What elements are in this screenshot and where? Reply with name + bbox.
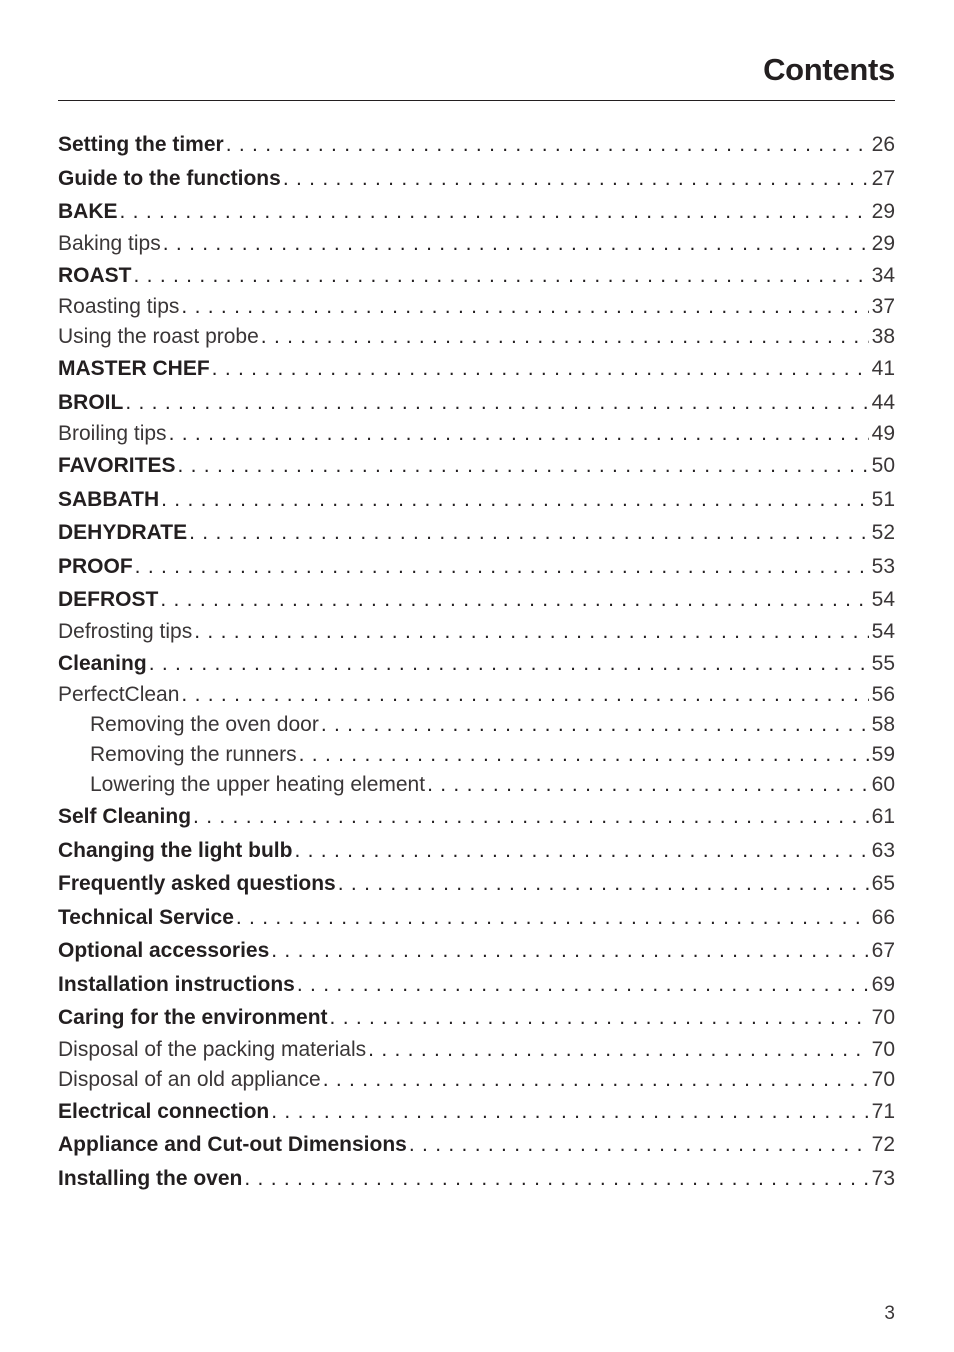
toc-entry[interactable]: [58, 322, 895, 352]
toc-entry[interactable]: [58, 901, 895, 935]
toc-entry-page: 70: [871, 1006, 895, 1029]
toc-entry-page: 29: [871, 231, 895, 255]
toc-entry[interactable]: [58, 419, 895, 449]
toc-entry-label: Guide to the functions: [58, 166, 281, 190]
toc-entry-page: 50: [871, 454, 895, 477]
toc-entry-page: 59: [871, 743, 895, 766]
toc-entry[interactable]: [58, 1128, 895, 1162]
dot-leader: [181, 680, 868, 710]
dot-leader: [177, 449, 868, 483]
toc-entry-page: 61: [871, 805, 895, 828]
toc-entry[interactable]: [58, 968, 895, 1002]
toc-entry[interactable]: [58, 386, 895, 420]
dot-leader: [189, 516, 869, 550]
toc-entry[interactable]: [58, 617, 895, 647]
toc-entry-page: 51: [871, 487, 895, 511]
toc-entry[interactable]: [58, 1001, 895, 1035]
toc-entry[interactable]: [58, 834, 895, 868]
toc-entry[interactable]: [58, 800, 895, 834]
toc-entry-page: 52: [871, 521, 895, 544]
toc-entry-page: 58: [871, 713, 895, 736]
toc-entry-label: Disposal of an old appliance: [58, 1067, 321, 1091]
toc-entry-label: Lowering the upper heating element: [90, 773, 426, 796]
dot-leader: [161, 483, 869, 517]
dot-leader: [294, 834, 868, 868]
toc-entry[interactable]: [58, 1035, 895, 1065]
toc-entry-label: Installing the oven: [58, 1166, 243, 1190]
toc-entry-page: 67: [871, 939, 895, 962]
dot-leader: [297, 968, 869, 1002]
toc-entry[interactable]: [58, 1162, 895, 1196]
toc-entry-label: Appliance and Cut-out Dimensions: [58, 1133, 407, 1156]
toc-entry-page: 27: [871, 166, 895, 190]
toc-entry-label: Caring for the environment: [58, 1006, 328, 1029]
toc-entry[interactable]: [58, 770, 895, 800]
dot-leader: [330, 1001, 869, 1035]
toc-entry-label: Electrical connection: [58, 1099, 270, 1123]
dot-leader: [283, 162, 869, 196]
dot-leader: [160, 583, 868, 617]
toc-entry-label: Technical Service: [58, 905, 234, 929]
toc-entry-label: PROOF: [58, 554, 133, 578]
toc-entry[interactable]: [58, 449, 895, 483]
toc-entry-page: 54: [871, 619, 895, 643]
toc-entry[interactable]: [58, 292, 895, 322]
toc-entry-label: MASTER CHEF: [58, 357, 210, 380]
toc-entry-page: 29: [871, 200, 895, 223]
toc-entry-page: 26: [871, 133, 895, 156]
toc-entry[interactable]: [58, 128, 895, 162]
toc-entry[interactable]: [58, 162, 895, 196]
toc-entry-page: 70: [871, 1067, 895, 1091]
toc-entry-page: 53: [871, 554, 895, 578]
dot-leader: [409, 1128, 869, 1162]
dot-leader: [338, 867, 869, 901]
toc-entry-page: 49: [871, 422, 895, 445]
dot-leader: [125, 386, 868, 420]
toc-entry-label: BAKE: [58, 200, 118, 223]
dot-leader: [163, 229, 869, 259]
dot-leader: [181, 292, 868, 322]
toc-entry-label: DEHYDRATE: [58, 521, 188, 544]
dot-leader: [261, 322, 869, 352]
toc-entry[interactable]: [58, 1065, 895, 1095]
toc-entry-label: Using the roast probe: [58, 325, 259, 348]
toc-entry-label: Removing the runners: [90, 743, 297, 766]
dot-leader: [427, 770, 869, 800]
toc-entry-page: 38: [871, 325, 895, 348]
dot-leader: [321, 710, 869, 740]
table-of-contents: [58, 128, 895, 1195]
toc-entry-label: Installation instructions: [58, 972, 295, 996]
toc-entry-page: 54: [871, 588, 895, 611]
toc-entry-page: 55: [871, 651, 895, 675]
toc-entry-label: Removing the oven door: [90, 713, 319, 736]
toc-entry-label: Broiling tips: [58, 422, 167, 445]
toc-entry-page: 63: [871, 838, 895, 862]
toc-entry-page: 56: [871, 683, 895, 706]
toc-entry-page: 73: [871, 1166, 895, 1190]
toc-entry-label: PerfectClean: [58, 683, 180, 706]
toc-entry-page: 66: [871, 905, 895, 929]
toc-entry[interactable]: [58, 740, 895, 770]
page-number: 3: [884, 1303, 895, 1324]
dot-leader: [236, 901, 869, 935]
toc-entry[interactable]: [58, 259, 895, 293]
toc-entry-label: SABBATH: [58, 487, 160, 511]
toc-entry[interactable]: [58, 516, 895, 550]
toc-entry[interactable]: [58, 934, 895, 968]
dot-leader: [271, 934, 868, 968]
toc-entry-label: BROIL: [58, 390, 124, 414]
dot-leader: [212, 352, 869, 386]
toc-entry[interactable]: [58, 195, 895, 229]
dot-leader: [134, 259, 869, 293]
toc-entry-label: Cleaning: [58, 651, 147, 675]
toc-entry[interactable]: [58, 710, 895, 740]
toc-entry[interactable]: [58, 680, 895, 710]
dot-leader: [194, 617, 868, 647]
toc-entry-label: DEFROST: [58, 588, 159, 611]
toc-entry-label: Defrosting tips: [58, 619, 193, 643]
toc-entry-label: Optional accessories: [58, 939, 270, 962]
dot-leader: [368, 1035, 868, 1065]
toc-entry-page: 69: [871, 972, 895, 996]
toc-entry-page: 70: [871, 1037, 895, 1061]
dot-leader: [226, 128, 869, 162]
dot-leader: [149, 647, 869, 681]
toc-entry-label: Baking tips: [58, 231, 161, 255]
toc-entry[interactable]: [58, 1095, 895, 1129]
toc-entry-label: Roasting tips: [58, 295, 180, 318]
toc-entry-page: 60: [871, 773, 895, 796]
toc-entry-page: 34: [871, 263, 895, 287]
toc-entry-label: Changing the light bulb: [58, 838, 293, 862]
toc-entry[interactable]: [58, 550, 895, 584]
dot-leader: [135, 550, 869, 584]
toc-entry-page: 65: [871, 872, 895, 895]
dot-leader: [193, 800, 869, 834]
page-title: Contents: [763, 52, 895, 87]
toc-entry-label: ROAST: [58, 263, 132, 287]
toc-entry-label: Disposal of the packing materials: [58, 1037, 367, 1061]
toc-entry-label: FAVORITES: [58, 454, 176, 477]
toc-entry-page: 44: [871, 390, 895, 414]
toc-entry-label: Self Cleaning: [58, 805, 192, 828]
title-divider: [58, 100, 895, 101]
toc-entry-page: 41: [871, 357, 895, 380]
dot-leader: [244, 1162, 868, 1196]
toc-entry[interactable]: [58, 352, 895, 386]
toc-entry-page: 72: [871, 1133, 895, 1156]
toc-entry-page: 71: [871, 1099, 895, 1123]
toc-entry-label: Setting the timer: [58, 133, 224, 156]
toc-entry[interactable]: [58, 483, 895, 517]
toc-entry[interactable]: [58, 647, 895, 681]
dot-leader: [169, 419, 869, 449]
toc-entry-label: Frequently asked questions: [58, 872, 336, 895]
dot-leader: [271, 1095, 868, 1129]
toc-entry[interactable]: [58, 867, 895, 901]
dot-leader: [323, 1065, 869, 1095]
toc-entry[interactable]: [58, 229, 895, 259]
dot-leader: [299, 740, 869, 770]
toc-entry-page: 37: [871, 295, 895, 318]
dot-leader: [120, 195, 869, 229]
toc-entry[interactable]: [58, 583, 895, 617]
